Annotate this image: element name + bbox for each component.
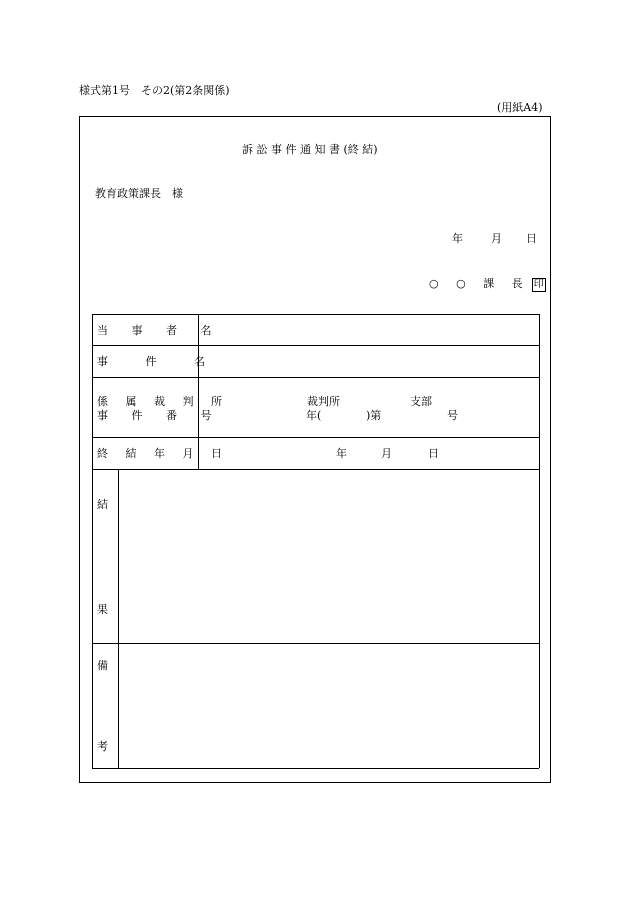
date-year: 年 (452, 232, 463, 245)
party-name-label: 当 事 者 名 (97, 324, 222, 337)
party-name-field[interactable] (199, 315, 539, 345)
form-number-header: 様式第1号 その2(第2条関係) (79, 84, 230, 97)
court-value: 裁判所 (307, 395, 340, 408)
result-label-top: 結 (97, 498, 108, 511)
result-label-bottom: 果 (97, 603, 108, 616)
court-label: 係 属 裁 判 所 (97, 395, 229, 408)
case-number-label-text: 事 件 番 号 (97, 409, 222, 422)
end-day: 日 (428, 447, 439, 460)
branch-value: 支部 (410, 395, 432, 408)
date-day: 日 (526, 232, 537, 245)
end-year: 年 (336, 447, 347, 460)
date-month: 月 (491, 232, 502, 245)
result-field[interactable] (119, 470, 539, 643)
remarks-label-bottom: 考 (97, 740, 108, 753)
case-number-year: 年( (306, 409, 322, 422)
sender-line (429, 277, 546, 292)
end-month: 月 (381, 447, 392, 460)
sender-label: ○ ○ 課 長 (429, 277, 530, 290)
paper-size-note: (用紙A4) (497, 101, 543, 114)
case-name-field[interactable] (199, 346, 539, 377)
case-number-go: 号 (447, 409, 458, 422)
case-number-dai: )第 (366, 409, 382, 422)
case-number-label (97, 409, 222, 422)
seal-mark: 印 (533, 279, 544, 290)
case-name-label-text: 事 件 名 (97, 355, 222, 368)
addressee: 教育政策課長 様 (95, 187, 183, 200)
document-title: 訴 訟 事 件 通 知 書 (終 結) (242, 143, 378, 156)
end-date-label: 終 結 年 月 日 (97, 447, 229, 460)
remarks-label-top: 備 (97, 659, 108, 672)
remarks-field[interactable] (119, 644, 539, 768)
